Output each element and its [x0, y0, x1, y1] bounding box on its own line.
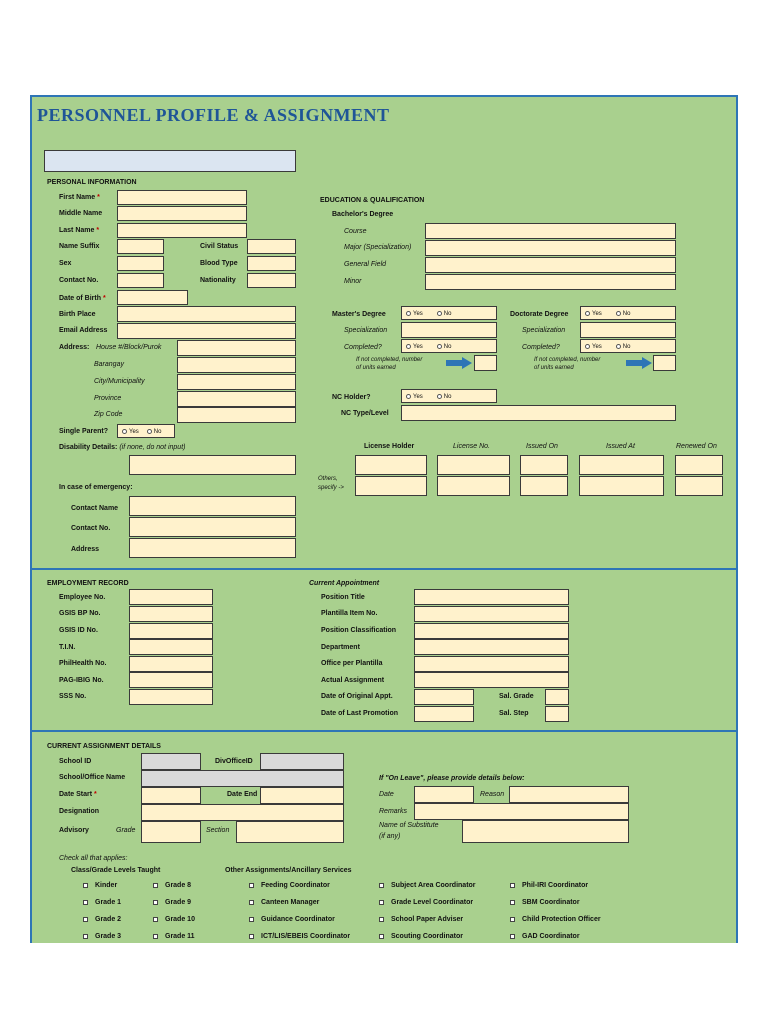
radio-no-icon[interactable]: [147, 429, 152, 434]
actual-assignment-input[interactable]: [414, 672, 569, 688]
sex-label: Sex: [59, 260, 72, 267]
gsis-bp-input[interactable]: [129, 606, 213, 622]
nc-holder-radio[interactable]: Yes No: [401, 389, 497, 403]
radio-yes-icon[interactable]: [585, 344, 590, 349]
designation-input[interactable]: [141, 804, 344, 821]
office-plantilla-label: Office per Plantilla: [321, 660, 383, 667]
department-label: Department: [321, 644, 360, 651]
em-address-input[interactable]: [129, 538, 296, 558]
masters-units-note: If not completed, number of units earned: [356, 357, 423, 371]
house-label: House #/Block/Purok: [96, 344, 162, 351]
position-title-input[interactable]: [414, 589, 569, 605]
philhealth-input[interactable]: [129, 656, 213, 672]
name-display-field[interactable]: [44, 150, 296, 172]
nc-type-label: NC Type/Level: [341, 410, 389, 417]
current-appointment-header: Current Appointment: [309, 580, 380, 587]
em-contact-name-input[interactable]: [129, 496, 296, 516]
employee-no-input[interactable]: [129, 589, 213, 605]
remarks-input[interactable]: [414, 803, 629, 820]
section-divider: [32, 730, 736, 732]
disability-label: Disability Details: (if none, do not input): [59, 444, 186, 451]
zip-label: Zip Code: [94, 411, 123, 418]
class-levels-header: Class/Grade Levels Taught: [71, 867, 161, 874]
course-input[interactable]: [425, 223, 676, 239]
checkbox-icon[interactable]: [249, 883, 254, 888]
first-name-label: First Name *: [59, 194, 100, 201]
blood-type-label: Blood Type: [200, 260, 238, 267]
doctorate-completed-radio[interactable]: Yes No: [580, 339, 676, 353]
radio-yes-icon[interactable]: [406, 311, 411, 316]
masters-units-input[interactable]: [474, 355, 497, 371]
minor-input[interactable]: [425, 274, 676, 290]
renewed-on-header: Renewed On: [676, 443, 717, 450]
grade-checkbox-1[interactable]: Grade 1: [83, 898, 121, 907]
nc-holder-label: NC Holder?: [332, 394, 371, 401]
em-address-label: Address: [71, 546, 100, 553]
date-original-label: Date of Original Appt.: [321, 693, 393, 700]
sal-grade-input[interactable]: [545, 689, 569, 705]
checkbox-icon[interactable]: [379, 883, 384, 888]
substitute-label: Name of Substitute (if any): [379, 822, 439, 840]
civil-status-label: Civil Status: [200, 243, 239, 250]
barangay-label: Barangay: [94, 361, 124, 368]
minor-label: Minor: [344, 278, 362, 285]
middle-name-label: Middle Name: [59, 210, 103, 217]
city-label: City/Municipality: [94, 378, 145, 385]
leave-date-input[interactable]: [414, 786, 474, 803]
license-no-input-2[interactable]: [437, 476, 510, 496]
arrow-right-icon: [626, 357, 652, 369]
license-holder-header: License Holder: [364, 443, 415, 450]
last-name-input[interactable]: [117, 223, 247, 238]
disability-input[interactable]: [129, 455, 296, 475]
position-class-label: Position Classification: [321, 627, 397, 634]
other-checkbox-school-paper[interactable]: School Paper Adviser: [379, 915, 463, 924]
sal-step-input[interactable]: [545, 706, 569, 722]
blood-type-input[interactable]: [247, 256, 296, 271]
last-name-label: Last Name *: [59, 227, 100, 234]
grade-label: Grade: [116, 827, 136, 834]
general-field-label: General Field: [344, 261, 387, 268]
issued-at-input-1[interactable]: [579, 455, 664, 475]
checkbox-icon[interactable]: [83, 883, 88, 888]
house-input[interactable]: [177, 340, 296, 356]
section-input[interactable]: [236, 821, 344, 843]
other-checkbox-gad[interactable]: GAD Coordinator: [510, 932, 580, 941]
sal-step-label: Sal. Step: [499, 710, 529, 717]
doctorate-completed-label: Completed?: [522, 344, 560, 351]
position-title-label: Position Title: [321, 594, 365, 601]
em-contact-no-input[interactable]: [129, 517, 296, 537]
designation-label: Designation: [59, 808, 100, 815]
plantilla-item-input[interactable]: [414, 606, 569, 622]
nationality-label: Nationality: [200, 277, 236, 284]
section-label: Section: [206, 827, 230, 834]
contact-no-label: Contact No.: [59, 277, 99, 284]
remarks-label: Remarks: [379, 808, 408, 815]
masters-completed-label: Completed?: [344, 344, 382, 351]
doctorate-label: Doctorate Degree: [510, 311, 569, 318]
others-label: Others, specify ->: [318, 476, 344, 491]
masters-specialization-input[interactable]: [401, 322, 497, 338]
other-checkbox-canteen[interactable]: Canteen Manager: [249, 898, 319, 907]
first-name-input[interactable]: [117, 190, 247, 205]
section-divider: [32, 568, 736, 570]
checkbox-icon[interactable]: [153, 883, 158, 888]
doctorate-specialization-label: Specialization: [522, 327, 566, 334]
reason-label: Reason: [480, 791, 505, 798]
license-holder-input-2[interactable]: [355, 476, 427, 496]
education-header: EDUCATION & QUALIFICATION: [320, 197, 425, 204]
date-promotion-label: Date of Last Promotion: [321, 710, 399, 717]
gsis-id-label: GSIS ID No.: [59, 627, 98, 634]
sss-input[interactable]: [129, 689, 213, 705]
checkbox-icon[interactable]: [83, 917, 88, 922]
license-no-header: License No.: [453, 443, 490, 450]
date-original-input[interactable]: [414, 689, 474, 705]
grade-checkbox-2[interactable]: Grade 2: [83, 915, 121, 924]
pagibig-input[interactable]: [129, 672, 213, 688]
other-checkbox-subject-area[interactable]: Subject Area Coordinator: [379, 881, 476, 890]
grade-checkbox-8[interactable]: Grade 8: [153, 881, 191, 890]
school-office-name-field: [141, 770, 344, 787]
checkbox-icon[interactable]: [83, 934, 88, 939]
employment-header: EMPLOYMENT RECORD: [47, 580, 129, 587]
sal-grade-label: Sal. Grade: [499, 693, 534, 700]
office-plantilla-input[interactable]: [414, 656, 569, 672]
assignment-header: CURRENT ASSIGNMENT DETAILS: [47, 743, 161, 750]
name-suffix-label: Name Suffix: [59, 243, 100, 250]
radio-no-icon[interactable]: [437, 344, 442, 349]
email-input[interactable]: [117, 323, 296, 339]
other-checkbox-ict[interactable]: ICT/LIS/EBEIS Coordinator: [249, 932, 350, 941]
date-start-label: Date Start *: [59, 791, 97, 798]
middle-name-input[interactable]: [117, 206, 247, 221]
masters-label: Master's Degree: [332, 311, 386, 318]
checkbox-icon[interactable]: [249, 917, 254, 922]
license-no-input-1[interactable]: [437, 455, 510, 475]
issued-at-input-2[interactable]: [579, 476, 664, 496]
checkbox-icon[interactable]: [510, 934, 515, 939]
checkbox-icon[interactable]: [379, 900, 384, 905]
radio-no-icon[interactable]: [616, 311, 621, 316]
checkbox-icon[interactable]: [510, 900, 515, 905]
school-id-label: School ID: [59, 758, 92, 765]
general-field-input[interactable]: [425, 257, 676, 273]
doctorate-units-note: If not completed, number of units earned: [534, 357, 601, 371]
masters-specialization-label: Specialization: [344, 327, 388, 334]
other-assignments-header: Other Assignments/Ancillary Services: [225, 867, 352, 874]
license-holder-input-1[interactable]: [355, 455, 427, 475]
other-checkbox-scouting[interactable]: Scouting Coordinator: [379, 932, 463, 941]
grade-checkbox-kinder[interactable]: Kinder: [83, 881, 117, 890]
doctorate-units-input[interactable]: [653, 355, 676, 371]
school-office-name-label: School/Office Name: [59, 774, 126, 781]
position-class-input[interactable]: [414, 623, 569, 639]
bachelor-label: Bachelor's Degree: [332, 211, 394, 218]
employee-no-label: Employee No.: [59, 594, 106, 601]
birth-place-label: Birth Place: [59, 311, 96, 318]
other-checkbox-phil-iri[interactable]: Phil-IRI Coordinator: [510, 881, 588, 890]
gsis-bp-label: GSIS BP No.: [59, 610, 101, 617]
other-checkbox-guidance[interactable]: Guidance Coordinator: [249, 915, 335, 924]
advisory-label: Advisory: [59, 827, 89, 834]
civil-status-input[interactable]: [247, 239, 296, 254]
issued-on-input-2[interactable]: [520, 476, 568, 496]
city-input[interactable]: [177, 374, 296, 390]
checkbox-icon[interactable]: [153, 934, 158, 939]
doctorate-specialization-input[interactable]: [580, 322, 676, 338]
checkbox-icon[interactable]: [510, 883, 515, 888]
grade-checkbox-10[interactable]: Grade 10: [153, 915, 195, 924]
form-sheet: [30, 95, 738, 943]
other-checkbox-child-protection[interactable]: Child Protection Officer: [510, 915, 601, 924]
date-start-input[interactable]: [141, 787, 201, 804]
masters-radio[interactable]: Yes No: [401, 306, 497, 320]
nationality-input[interactable]: [247, 273, 296, 288]
email-label: Email Address: [59, 327, 108, 334]
actual-assignment-label: Actual Assignment: [321, 677, 385, 684]
other-checkbox-feeding[interactable]: Feeding Coordinator: [249, 881, 330, 890]
radio-no-icon[interactable]: [616, 344, 621, 349]
gsis-id-input[interactable]: [129, 623, 213, 639]
sss-label: SSS No.: [59, 693, 87, 700]
school-id-field: [141, 753, 201, 770]
arrow-right-icon: [446, 357, 472, 369]
other-checkbox-sbm[interactable]: SBM Coordinator: [510, 898, 580, 907]
check-all-note: Check all that applies:: [59, 855, 128, 862]
date-end-label: Date End: [227, 791, 258, 798]
checkbox-icon[interactable]: [510, 917, 515, 922]
masters-completed-radio[interactable]: Yes No: [401, 339, 497, 353]
date-end-input[interactable]: [260, 787, 344, 804]
doctorate-radio[interactable]: Yes No: [580, 306, 676, 320]
nc-type-input[interactable]: [401, 405, 676, 421]
grade-input[interactable]: [141, 821, 201, 843]
checkbox-icon[interactable]: [249, 934, 254, 939]
date-of-birth-label: Date of Birth *: [59, 295, 106, 302]
plantilla-item-label: Plantilla Item No.: [321, 610, 378, 617]
em-contact-name-label: Contact Name: [71, 505, 119, 512]
department-input[interactable]: [414, 639, 569, 655]
philhealth-label: PhilHealth No.: [59, 660, 107, 667]
course-label: Course: [344, 228, 367, 235]
renewed-on-input-1[interactable]: [675, 455, 723, 475]
on-leave-note: If "On Leave", please provide details below:: [379, 775, 525, 782]
div-office-id-field: [260, 753, 344, 770]
radio-yes-icon[interactable]: [406, 344, 411, 349]
name-suffix-input[interactable]: [117, 239, 164, 254]
issued-at-header: Issued At: [606, 443, 635, 450]
checkbox-icon[interactable]: [153, 917, 158, 922]
page-title: PERSONNEL PROFILE & ASSIGNMENT: [37, 105, 390, 125]
zip-input[interactable]: [177, 407, 296, 423]
substitute-input[interactable]: [462, 820, 629, 843]
tin-label: T.I.N.: [59, 644, 76, 651]
checkbox-icon[interactable]: [153, 900, 158, 905]
radio-yes-icon[interactable]: [122, 429, 127, 434]
sex-input[interactable]: [117, 256, 164, 271]
grade-checkbox-3[interactable]: Grade 3: [83, 932, 121, 941]
issued-on-header: Issued On: [526, 443, 558, 450]
radio-yes-icon[interactable]: [406, 394, 411, 399]
pagibig-label: PAG-IBIG No.: [59, 677, 104, 684]
radio-yes-icon[interactable]: [585, 311, 590, 316]
date-promotion-input[interactable]: [414, 706, 474, 722]
date-of-birth-input[interactable]: [117, 290, 188, 305]
province-label: Province: [94, 395, 122, 402]
radio-no-icon[interactable]: [437, 311, 442, 316]
checkbox-icon[interactable]: [249, 900, 254, 905]
major-input[interactable]: [425, 240, 676, 256]
checkbox-icon[interactable]: [83, 900, 88, 905]
single-parent-label: Single Parent?: [59, 428, 109, 435]
emergency-label: In case of emergency:: [59, 484, 133, 491]
single-parent-radio[interactable]: Yes No: [117, 424, 175, 438]
radio-no-icon[interactable]: [437, 394, 442, 399]
contact-no-input[interactable]: [117, 273, 164, 288]
other-checkbox-grade-level[interactable]: Grade Level Coordinator: [379, 898, 473, 907]
em-contact-no-label: Contact No.: [71, 525, 111, 532]
leave-date-label: Date: [379, 791, 394, 798]
address-label: Address:: [59, 344, 90, 351]
renewed-on-input-2[interactable]: [675, 476, 723, 496]
grade-checkbox-11[interactable]: Grade 11: [153, 932, 195, 941]
birth-place-input[interactable]: [117, 306, 296, 322]
grade-checkbox-9[interactable]: Grade 9: [153, 898, 191, 907]
major-label: Major (Specialization): [344, 244, 412, 251]
issued-on-input-1[interactable]: [520, 455, 568, 475]
barangay-input[interactable]: [177, 357, 296, 373]
checkbox-icon[interactable]: [379, 934, 384, 939]
div-office-id-label: DivOfficeID: [215, 758, 253, 765]
province-input[interactable]: [177, 391, 296, 407]
checkbox-icon[interactable]: [379, 917, 384, 922]
tin-input[interactable]: [129, 639, 213, 655]
reason-input[interactable]: [509, 786, 629, 803]
personal-info-header: PERSONAL INFORMATION: [47, 179, 137, 186]
